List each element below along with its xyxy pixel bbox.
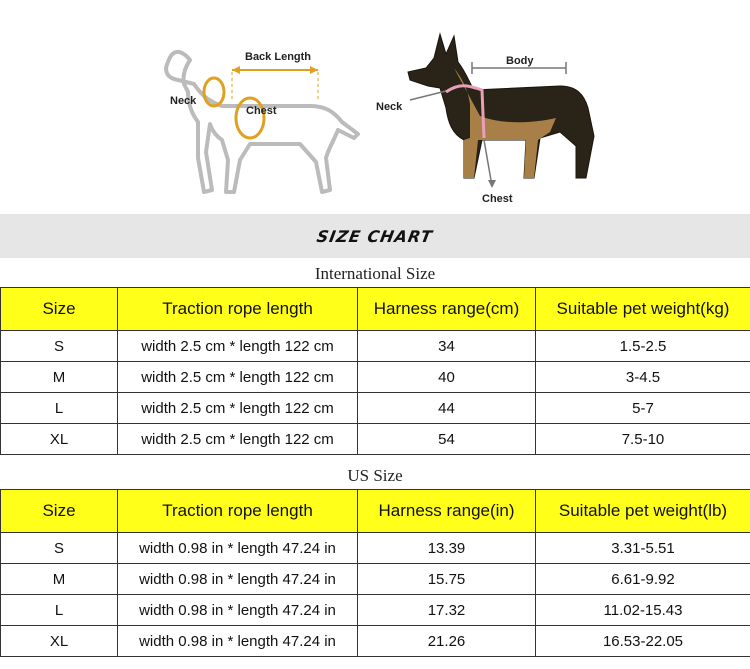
banner-title: SIZE CHART [315,226,435,246]
cell-rope: width 2.5 cm * length 122 cm [118,331,358,362]
cell-size: M [1,564,118,595]
cell-size: XL [1,424,118,455]
header-suitable-pet-weight: Suitable pet weight(lb) [536,490,750,533]
cell-weight: 16.53-22.05 [536,626,750,657]
cell-weight: 3-4.5 [536,362,750,393]
us-size-table [0,489,750,657]
table-row [1,331,750,362]
header-harness-range: Harness range(cm) [358,288,536,331]
table-header-row [1,288,750,331]
chest-label: Chest [246,105,277,117]
cell-rope: width 2.5 cm * length 122 cm [118,362,358,393]
cell-rope: width 0.98 in * length 47.24 in [118,533,358,564]
table-row [1,424,750,455]
international-size-table [0,287,750,455]
cell-harness: 21.26 [358,626,536,657]
cell-size: L [1,393,118,424]
cell-rope: width 2.5 cm * length 122 cm [118,393,358,424]
neck-label-right: Neck [376,101,403,113]
shepherd-dog-diagram [370,28,610,208]
cell-rope: width 0.98 in * length 47.24 in [118,564,358,595]
table-row [1,595,750,626]
cell-size: M [1,362,118,393]
cell-weight: 11.02-15.43 [536,595,750,626]
cell-rope: width 2.5 cm * length 122 cm [118,424,358,455]
cell-harness: 34 [358,331,536,362]
neck-label: Neck [170,95,197,107]
chest-label-right: Chest [482,193,513,205]
header-harness-range: Harness range(in) [358,490,536,533]
table-row [1,533,750,564]
cell-harness: 17.32 [358,595,536,626]
header-size: Size [1,490,118,533]
arrow-right-icon [310,66,318,74]
header-suitable-pet-weight: Suitable pet weight(kg) [536,288,750,331]
table-row [1,564,750,595]
back-length-label: Back Length [245,51,312,63]
cell-size: S [1,331,118,362]
dog-outline-icon [166,52,358,192]
table-row [1,362,750,393]
cell-harness: 40 [358,362,536,393]
cell-rope: width 0.98 in * length 47.24 in [118,626,358,657]
table-header-row [1,490,750,533]
table-row [1,393,750,424]
cell-harness: 15.75 [358,564,536,595]
us-size-title: US Size [347,466,403,485]
body-label: Body [506,55,534,67]
cell-size: L [1,595,118,626]
cell-weight: 1.5-2.5 [536,331,750,362]
cell-weight: 3.31-5.51 [536,533,750,564]
cell-weight: 7.5-10 [536,424,750,455]
chest-pointer [484,140,492,186]
size-chart-banner [0,214,750,258]
cell-harness: 44 [358,393,536,424]
cell-size: S [1,533,118,564]
arrow-left-icon [232,66,240,74]
header-size: Size [1,288,118,331]
cell-size: XL [1,626,118,657]
measurement-illustration [0,0,750,214]
cell-harness: 13.39 [358,533,536,564]
table-row [1,626,750,657]
cell-rope: width 0.98 in * length 47.24 in [118,595,358,626]
dog-outline-diagram [150,40,370,205]
cell-harness: 54 [358,424,536,455]
international-size-title: International Size [314,264,436,283]
cell-weight: 6.61-9.92 [536,564,750,595]
header-traction-rope-length: Traction rope length [118,490,358,533]
cell-weight: 5-7 [536,393,750,424]
shepherd-dog-icon [408,34,594,178]
header-traction-rope-length: Traction rope length [118,288,358,331]
chest-arrow-icon [488,180,496,188]
